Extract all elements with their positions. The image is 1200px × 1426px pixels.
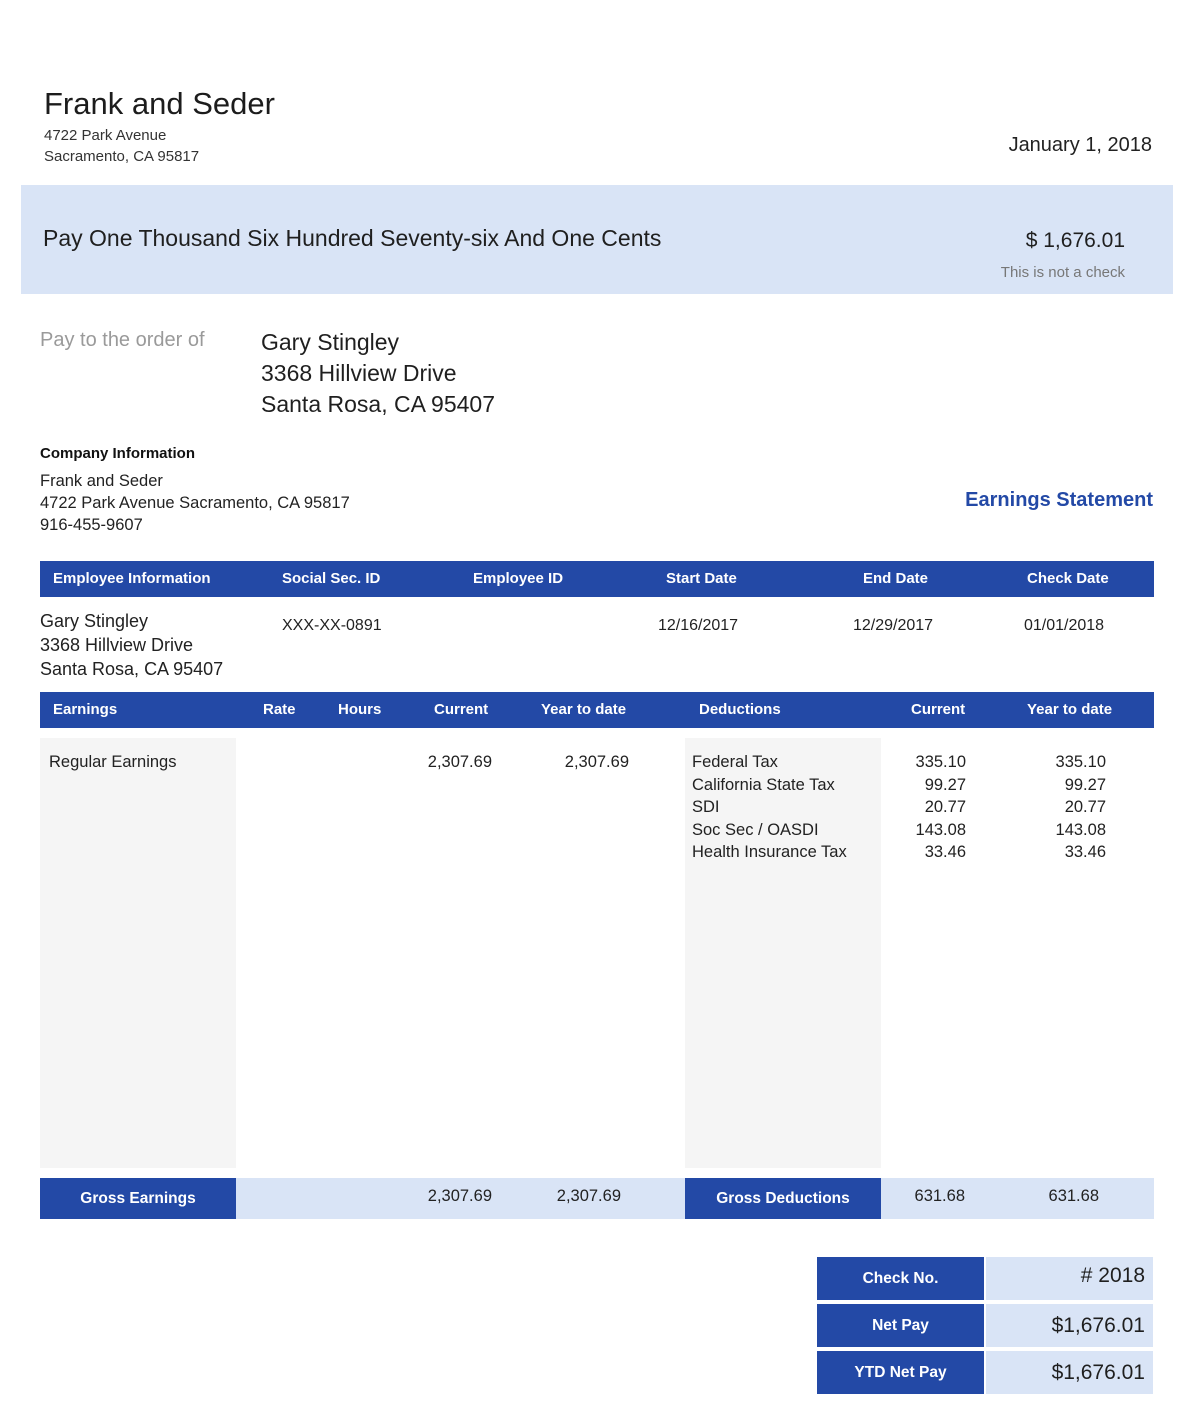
earning-current: 2,307.69 — [427, 753, 492, 771]
ytd-net-pay-label: YTD Net Pay — [817, 1351, 984, 1394]
company-info-heading: Company Information — [40, 445, 196, 462]
header-deductions: Deductions — [699, 701, 781, 718]
deduction-ytd: 99.27 — [1064, 775, 1106, 794]
gross-earnings-ytd: 2,307.69 — [556, 1187, 621, 1205]
deduction-current-values — [866, 753, 966, 866]
deduction-name: SDI — [692, 798, 720, 816]
header-social-sec-id: Social Sec. ID — [282, 570, 381, 587]
header-earnings-current: Current — [434, 701, 489, 718]
deduction-name: Federal Tax — [692, 753, 778, 771]
earnings-column-background — [40, 738, 236, 1168]
earning-name: Regular Earnings — [49, 753, 177, 771]
end-date-value: 12/29/2017 — [853, 617, 934, 634]
header-deductions-current: Current — [911, 701, 966, 718]
not-a-check-notice: This is not a check — [1000, 264, 1125, 281]
gross-deductions-ytd: 631.68 — [1048, 1187, 1099, 1205]
header-earnings-ytd: Year to date — [541, 701, 627, 718]
header-earnings: Earnings — [53, 701, 118, 718]
header-start-date: Start Date — [666, 570, 737, 587]
check-number-label: Check No. — [817, 1257, 984, 1300]
deduction-name: Health Insurance Tax — [692, 843, 847, 861]
employee-city: Santa Rosa, CA 95407 — [40, 659, 224, 679]
deduction-current: 335.10 — [915, 753, 966, 771]
net-pay-value: $1,676.01 — [986, 1304, 1153, 1347]
gross-deductions-current: 631.68 — [914, 1187, 965, 1205]
deduction-ytd: 20.77 — [1064, 798, 1106, 816]
deduction-current: 33.46 — [924, 843, 966, 861]
company-name: Frank and Seder — [44, 86, 275, 121]
net-pay-label: Net Pay — [817, 1304, 984, 1347]
document-date: January 1, 2018 — [1008, 134, 1152, 156]
header-employee-id: Employee ID — [473, 570, 564, 587]
header-deductions-ytd: Year to date — [1027, 701, 1113, 718]
employee-street: 3368 Hillview Drive — [40, 635, 194, 655]
deduction-ytd: 143.08 — [1055, 820, 1106, 839]
pay-amount: $ 1,676.01 — [1025, 229, 1125, 252]
deduction-name: California State Tax — [692, 775, 835, 794]
company-address-line1: 4722 Park Avenue — [44, 127, 167, 144]
deduction-ytd: 33.46 — [1064, 843, 1106, 861]
header-rate: Rate — [263, 701, 296, 718]
company-info-address: 4722 Park Avenue Sacramento, CA 95817 — [40, 494, 350, 512]
earning-ytd: 2,307.69 — [564, 753, 629, 771]
deduction-current: 143.08 — [915, 820, 966, 839]
company-address-line2: Sacramento, CA 95817 — [44, 148, 200, 165]
payee-street: 3368 Hillview Drive — [261, 360, 457, 386]
check-date-value: 01/01/2018 — [1024, 617, 1105, 634]
deduction-names — [692, 753, 882, 866]
header-check-date: Check Date — [1027, 570, 1109, 587]
header-end-date: End Date — [863, 570, 929, 587]
pay-amount-words: Pay One Thousand Six Hundred Seventy-six And One Cents — [43, 225, 662, 251]
pay-to-order-label: Pay to the order of — [40, 329, 205, 351]
check-number-value: # 2018 — [986, 1257, 1153, 1300]
gross-deductions-label: Gross Deductions — [685, 1178, 881, 1219]
company-info-phone: 916-455-9607 — [40, 516, 143, 534]
earnings-statement-title: Earnings Statement — [965, 489, 1153, 511]
gross-earnings-current: 2,307.69 — [427, 1187, 492, 1205]
employee-name: Gary Stingley — [40, 611, 149, 631]
start-date-value: 12/16/2017 — [658, 617, 739, 634]
payee-city: Santa Rosa, CA 95407 — [261, 391, 495, 417]
deduction-ytd: 335.10 — [1055, 753, 1106, 771]
header-employee-information: Employee Information — [53, 570, 211, 587]
employee-ssn: XXX-XX-0891 — [282, 617, 382, 634]
deduction-ytd-values — [1006, 753, 1106, 866]
deduction-current: 99.27 — [924, 775, 966, 794]
gross-earnings-label: Gross Earnings — [40, 1178, 236, 1219]
deduction-name: Soc Sec / OASDI — [692, 820, 819, 839]
header-hours: Hours — [338, 701, 382, 718]
company-info-name: Frank and Seder — [40, 472, 163, 490]
payee-name: Gary Stingley — [261, 329, 400, 355]
deduction-current: 20.77 — [924, 798, 966, 816]
ytd-net-pay-value: $1,676.01 — [986, 1351, 1153, 1394]
